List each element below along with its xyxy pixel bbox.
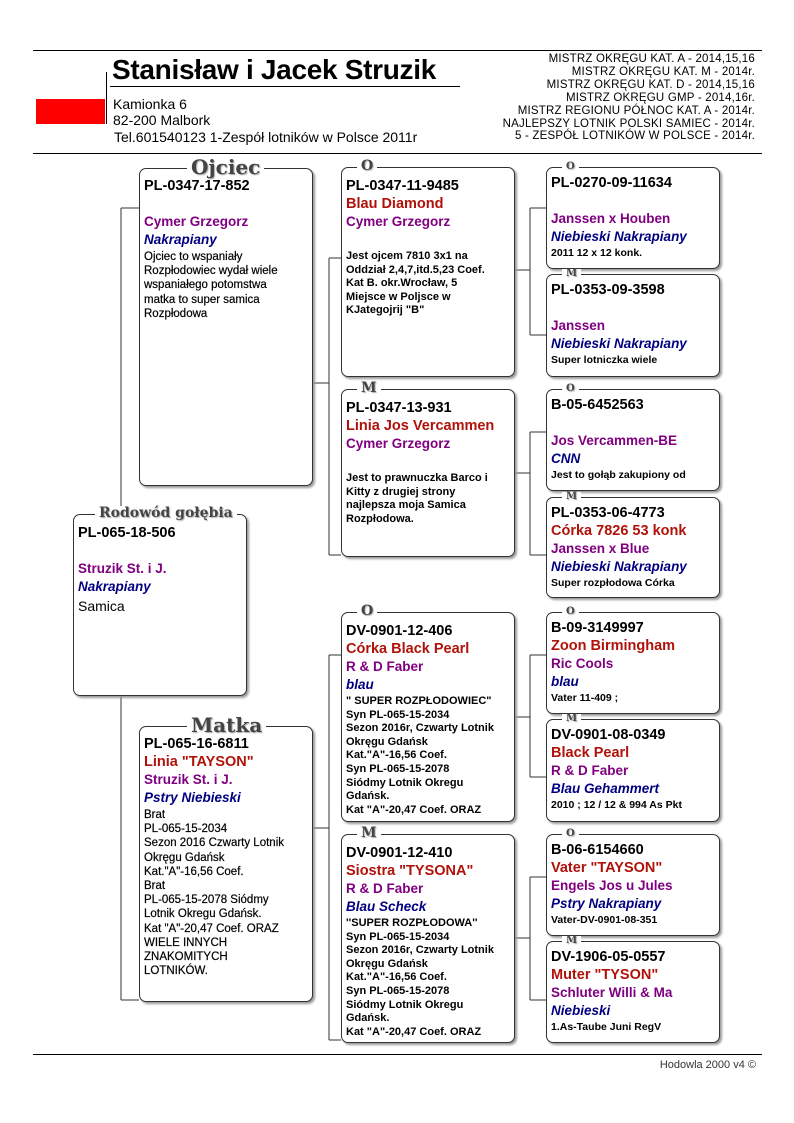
pigeon-color: Nakrapiany bbox=[78, 579, 151, 594]
pigeon-notes: Super lotniczka wiele bbox=[551, 354, 658, 366]
pigeon-notes: Vater-DV-0901-08-351 bbox=[551, 914, 658, 926]
pigeon-breeder: R & D Faber bbox=[346, 881, 424, 896]
pigeon-ring: PL-065-18-506 bbox=[78, 525, 176, 541]
pigeon-name: Linia Jos Vercammen bbox=[346, 418, 495, 434]
card-label-subject: Rodowód gołębia bbox=[95, 506, 237, 520]
card-label-fmf: O bbox=[562, 384, 579, 394]
card-label-fm: M bbox=[357, 381, 381, 395]
software-credit: Hodowla 2000 v4 © bbox=[659, 1059, 756, 1071]
footer-divider bbox=[33, 1054, 762, 1055]
achievement-line: MISTRZ OKRĘGU KAT. M - 2014r. bbox=[571, 65, 755, 78]
pigeon-name: Blau Diamond bbox=[346, 196, 444, 212]
pigeon-card-fmf bbox=[546, 389, 720, 491]
card-label-mfm: M bbox=[562, 714, 581, 724]
pigeon-ring: DV-1906-05-0557 bbox=[551, 949, 666, 965]
pigeon-notes: Ojciec to wspaniały Rozpłodowiec wydał wiele wspaniałego potomstwa matka to super samica Rozpłodowa bbox=[144, 251, 278, 320]
pigeon-breeder: R & D Faber bbox=[346, 659, 424, 674]
pigeon-ring: PL-0353-06-4773 bbox=[551, 505, 665, 521]
pigeon-name: Zoon Birmingham bbox=[551, 638, 676, 654]
pigeon-breeder: Cymer Grzegorz bbox=[346, 436, 451, 451]
pigeon-ring: PL-0347-17-852 bbox=[144, 178, 250, 194]
pigeon-breeder: Cymer Grzegorz bbox=[346, 214, 451, 229]
pigeon-card-subject bbox=[73, 514, 247, 696]
pigeon-name bbox=[551, 414, 715, 432]
pigeon-notes: 2011 12 x 12 konk. bbox=[551, 247, 643, 259]
address-phone: Tel.601540123 1-Zespół lotników w Polsce 2011r bbox=[114, 129, 418, 145]
pigeon-card-mother bbox=[139, 726, 313, 1002]
card-label-mother: Matka bbox=[187, 715, 266, 735]
card-label-ff: O bbox=[357, 159, 377, 173]
pigeon-name bbox=[551, 299, 715, 317]
pigeon-color: Pstry Nakrapiany bbox=[551, 896, 662, 911]
achievement-line: MISTRZ OKRĘGU KAT. A - 2014,15,16 bbox=[548, 53, 755, 65]
pigeon-breeder: Cymer Grzegorz bbox=[144, 214, 249, 229]
pigeon-notes: Jest to gołąb zakupiony od bbox=[551, 469, 686, 481]
pigeon-name: Linia "TAYSON" bbox=[144, 754, 254, 770]
pigeon-ring: PL-065-16-6811 bbox=[144, 736, 249, 752]
pigeon-color: Nakrapiany bbox=[144, 232, 217, 247]
pigeon-card-mff bbox=[546, 612, 720, 714]
pigeon-color: Niebieski Nakrapiany bbox=[551, 559, 687, 574]
breeder-title: Stanisław i Jacek Struzik bbox=[112, 54, 436, 85]
pigeon-ring: B-09-3149997 bbox=[551, 620, 644, 636]
pigeon-color bbox=[346, 231, 510, 249]
pigeon-name: Muter "TYSON" bbox=[551, 967, 659, 983]
pigeon-notes: Samica bbox=[78, 598, 125, 614]
pigeon-color: Pstry Niebieski bbox=[144, 790, 241, 805]
pigeon-breeder: Struzik St. i J. bbox=[78, 561, 167, 576]
pigeon-card-father bbox=[139, 168, 313, 486]
pigeon-color: Blau Gehammert bbox=[551, 781, 660, 796]
pigeon-card-mfm bbox=[546, 719, 720, 822]
pigeon-ring: B-06-6154660 bbox=[551, 842, 644, 858]
pigeon-breeder: Janssen bbox=[551, 318, 606, 333]
pigeon-notes: Jest ojcem 7810 3x1 na Oddział 2,4,7,itd.5,23 Coef. Kat B. okr.Wrocław, 5 Miejsce w Poljsce w KJategojrij "B" bbox=[346, 250, 485, 317]
pigeon-notes: 2010 ; 12 / 12 & 994 As Pkt bbox=[551, 799, 682, 811]
card-label-mmm: M bbox=[562, 936, 581, 946]
card-label-mmf: O bbox=[562, 829, 579, 839]
pigeon-color: CNN bbox=[551, 451, 581, 466]
pigeon-color: Niebieski Nakrapiany bbox=[551, 336, 687, 351]
pigeon-notes: 1.As-Taube Juni RegV bbox=[551, 1021, 662, 1033]
pigeon-ring: PL-0353-09-3598 bbox=[551, 282, 665, 298]
pigeon-card-fff bbox=[546, 167, 720, 269]
achievement-line: MISTRZ REGIONU PÓŁNOC KAT. A - 2014r. bbox=[517, 104, 755, 117]
pigeon-name bbox=[144, 195, 308, 213]
pigeon-ring: DV-0901-12-406 bbox=[346, 623, 453, 639]
pigeon-color: blau bbox=[346, 677, 374, 692]
pigeon-breeder: Janssen x Houben bbox=[551, 211, 671, 226]
pigeon-card-mmm bbox=[546, 941, 720, 1043]
pigeon-card-ff bbox=[341, 167, 515, 377]
pigeon-name bbox=[78, 542, 242, 560]
pigeon-color: Niebieski bbox=[551, 1003, 611, 1018]
pigeon-ring: DV-0901-12-410 bbox=[346, 845, 453, 861]
card-label-fff: O bbox=[562, 162, 579, 172]
achievement-line: MISTRZ OKRĘGU GMP - 2014,16r. bbox=[566, 91, 755, 104]
pigeon-color: blau bbox=[551, 674, 579, 689]
pigeon-ring: B-05-6452563 bbox=[551, 397, 644, 413]
pigeon-name: Black Pearl bbox=[551, 745, 630, 761]
achievement-line: MISTRZ OKRĘGU KAT. D - 2014,15,16 bbox=[546, 78, 755, 91]
pigeon-name: Vater "TAYSON" bbox=[551, 860, 663, 876]
card-label-mff: O bbox=[562, 607, 579, 617]
pigeon-name: Siostra "TYSONA" bbox=[346, 863, 474, 879]
pigeon-ring: DV-0901-08-0349 bbox=[551, 727, 666, 743]
pigeon-notes: Brat PL-065-15-2034 Sezon 2016 Czwarty Lotnik Okręgu Gdańsk Kat."A"-16,56 Coef. Brat PL-065-15-2078 Siódmy Lotnik Okregu Gdańsk. Kat "A"-20,47 Coef. ORAZ WIELE INNYCH ZNAKOMITYCH LOTNIKÓW. bbox=[144, 809, 284, 978]
pigeon-card-mm bbox=[341, 834, 515, 1043]
pigeon-breeder: Jos Vercammen-BE bbox=[551, 433, 678, 448]
card-label-mm: M bbox=[357, 826, 381, 840]
card-label-father: Ojciec bbox=[187, 157, 264, 177]
pigeon-notes: ''SUPER ROZPŁODOWA'' Syn PL-065-15-2034 Sezon 2016r, Czwarty Lotnik Okręgu Gdańsk Kat."A"-16,56 Coef. Syn PL-065-15-2078 Siódmy Lotnik Okregu Gdańsk. Kat "A"-20,47 Coef. ORAZ bbox=[346, 917, 494, 1038]
card-label-fmm: M bbox=[562, 492, 581, 502]
pigeon-breeder: Janssen x Blue bbox=[551, 541, 650, 556]
pigeon-notes: " SUPER ROZPŁODOWIEC" Syn PL-065-15-2034 Sezon 2016r, Czwarty Lotnik Okręgu Gdańsk Kat."A"-16,56 Coef. Syn PL-065-15-2078 Siódmy Lotnik Okregu Gdańsk. Kat "A"-20,47 Coef. ORAZ bbox=[346, 695, 494, 816]
card-label-mf: O bbox=[357, 604, 377, 618]
pigeon-card-fmm bbox=[546, 497, 720, 598]
pigeon-color: Niebieski Nakrapiany bbox=[551, 229, 687, 244]
pigeon-ring: PL-0270-09-11634 bbox=[551, 175, 672, 191]
pigeon-card-mmf bbox=[546, 834, 720, 936]
pigeon-color: Blau Scheck bbox=[346, 899, 427, 914]
pigeon-name: Córka 7826 53 konk bbox=[551, 523, 687, 539]
pigeon-ring: PL-0347-13-931 bbox=[346, 400, 452, 416]
pigeon-card-ffm bbox=[546, 274, 720, 377]
pigeon-card-fm bbox=[341, 389, 515, 557]
achievement-line: NAJLEPSZY LOTNIK POLSKI SAMIEC - 2014r. bbox=[502, 117, 755, 130]
pigeon-breeder: Ric Cools bbox=[551, 656, 614, 671]
pigeon-breeder: Schluter Willi & Ma bbox=[551, 985, 673, 1000]
pigeon-name bbox=[551, 192, 715, 210]
address-city: 82-200 Malbork bbox=[113, 112, 211, 128]
pigeon-card-mf bbox=[341, 612, 515, 822]
pigeon-notes: Vater 11-409 ; bbox=[551, 692, 619, 704]
pigeon-ring: PL-0347-11-9485 bbox=[346, 178, 459, 194]
pigeon-breeder: Engels Jos u Jules bbox=[551, 878, 673, 893]
card-label-ffm: M bbox=[562, 269, 581, 279]
pigeon-notes: Super rozpłodowa Córka bbox=[551, 577, 675, 589]
pigeon-breeder: Struzik St. i J. bbox=[144, 772, 233, 787]
pigeon-name: Córka Black Pearl bbox=[346, 641, 470, 657]
address-street: Kamionka 6 bbox=[113, 96, 187, 112]
pigeon-color bbox=[346, 453, 510, 471]
achievement-line: 5 - ZESPÓŁ LOTNIKÓW W POLSCE - 2014r. bbox=[514, 130, 755, 143]
pigeon-notes: Jest to prawnuczka Barco i Kitty z drugiej strony najlepsza moja Samica Rozpłodowa. bbox=[346, 472, 488, 525]
pigeon-breeder: R & D Faber bbox=[551, 763, 629, 778]
